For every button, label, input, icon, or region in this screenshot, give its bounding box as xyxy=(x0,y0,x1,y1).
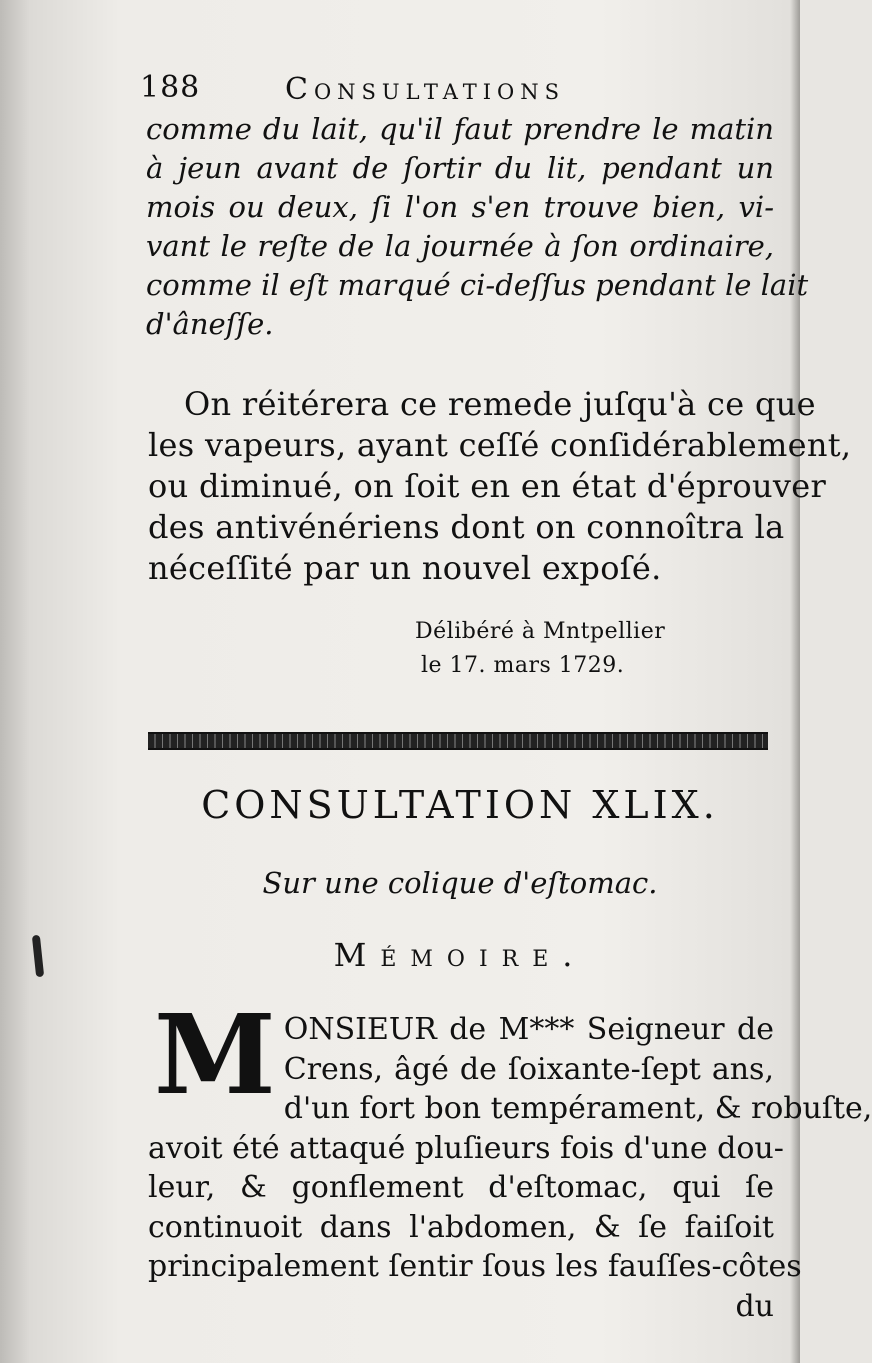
text-line: continuoit dans l'abdomen, & ſe faiſoit xyxy=(148,1209,774,1245)
text-line: Crens, âgé de ſoixante-ſept ans, xyxy=(283,1051,774,1087)
text-line: comme du lait, qu'il faut prendre le matin xyxy=(146,112,774,146)
italic-paragraph xyxy=(146,110,809,344)
text-line: leur, & gonflement d'eſtomac, qui ſe xyxy=(148,1170,774,1205)
signoff-place: Délibéré à Mntpellier xyxy=(415,619,666,644)
text-line: néceſſité par un nouvel expoſé. xyxy=(148,549,662,587)
section-subtitle: Sur une colique d'eſtomac. xyxy=(262,866,658,900)
text-line: avoit été attaqué pluſieurs fois d'une dou- xyxy=(148,1130,784,1166)
text-line: principalement ſentir ſous les fauſſes-côtes xyxy=(148,1249,802,1284)
memoire-heading: Mémoire. xyxy=(333,936,587,974)
text-line: mois ou deux, ſi l'on s'en trouve bien, vi- xyxy=(146,190,774,224)
ornamental-rule xyxy=(148,732,768,750)
text-line: à jeun avant de ſortir du lit, pendant un xyxy=(146,151,774,185)
text-line: les vapeurs, ayant ceſſé conſidérablement, xyxy=(148,426,852,464)
signoff xyxy=(415,615,715,683)
text-line: comme il eſt marqué ci-deſſus pendant le lait xyxy=(146,268,809,302)
text-line: d'un fort bon tempérament, & robuſte, xyxy=(283,1091,872,1126)
text-line: ou diminué, on ſoit en en état d'éprouver xyxy=(148,467,827,505)
page-number: 188 xyxy=(140,70,201,105)
drop-cap: M xyxy=(154,990,274,1119)
text-line: des antivénériens dont on connoîtra la xyxy=(148,508,785,546)
text-line: ONSIEUR de M*** Seigneur de xyxy=(283,1012,774,1047)
text-line: vant le reſte de la journée à ſon ordinaire, xyxy=(146,229,774,263)
body-paragraph xyxy=(148,990,872,1326)
text-line: d'âneſſe. xyxy=(146,307,274,341)
page-header xyxy=(140,70,760,110)
text-line: On réitérera ce remede juſqu'à ce que xyxy=(184,385,816,423)
margin-ink-mark xyxy=(32,935,44,978)
section-title: CONSULTATION XLIX. xyxy=(201,783,719,827)
catchword: du xyxy=(735,1288,774,1324)
roman-paragraph xyxy=(148,384,852,589)
running-head: Consultations xyxy=(285,72,566,107)
signoff-date: le 17. mars 1729. xyxy=(421,653,625,678)
